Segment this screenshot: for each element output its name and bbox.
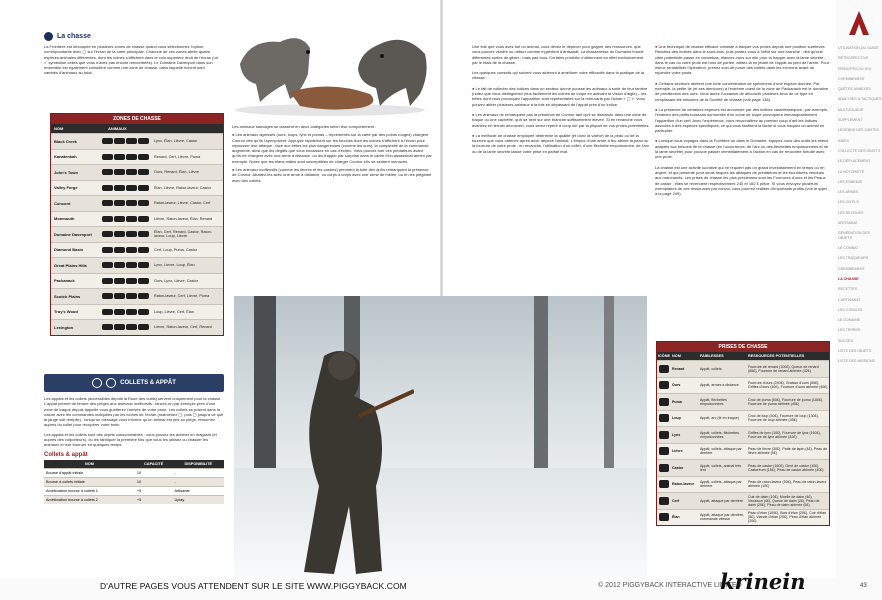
zone-name: Kanatenkah	[54, 154, 77, 160]
sidebar-item[interactable]: GÉNÉRATION DES OBJETS	[838, 231, 870, 240]
animal-icon	[659, 414, 669, 422]
animal-icon	[659, 365, 669, 373]
animal-icon	[659, 447, 669, 455]
sidebar-item[interactable]: LA CHASSE	[838, 276, 859, 281]
sidebar-item[interactable]: CHEMINEMENT	[838, 266, 865, 271]
animal-resources: Cuir de daim (10£), Moelle de daim (4£), Venaison (4£), Queue de daim (2£), Peau de daim (25£), Peau de daim abîmée (5£)	[748, 494, 820, 507]
animal-icon	[126, 185, 137, 191]
chapter-nav	[838, 46, 882, 370]
paragraph: La chasse est une activité lucrative qui ne requiert pas un grand investissement en temps ou en argent, et qui présente pour seuls risques les attaques de prédateurs et les fournitures vendues aux marchands. Les prises de chasse les plus précieuses sont les Fourrures d'ours et les Peaux de castor : elles se revendent respectivement 240 et 160 £ pièce. Si vous envoyez plusieurs exemplaires de ces ressources par convoi, vous pourrez réaliser d'importants profits (voir le sujet à la page 249).	[655, 164, 827, 197]
col-name-header: NOM	[54, 126, 64, 131]
column-four	[655, 44, 830, 201]
animal-icon	[126, 216, 137, 222]
assassin-logo-icon	[848, 10, 870, 36]
animal-weakness: Appât, attaque par derrière, commande vitesse	[700, 513, 744, 522]
hunting-zones-table	[50, 113, 224, 336]
animal-icon	[114, 278, 125, 284]
zone-name: Packanack	[54, 278, 75, 284]
bullet-icon: ●	[655, 44, 659, 49]
animal-icon	[138, 247, 149, 253]
table-cell: Bourse d'appât initiale	[44, 468, 135, 477]
header-cell: RESSOURCES POTENTIELLES	[748, 354, 805, 358]
bullet-icon: ●	[655, 106, 659, 112]
animal-name: Lièvre	[672, 449, 683, 454]
table-cell: Amélioration bourse à collets 2	[44, 495, 135, 504]
animal-icon	[126, 200, 137, 206]
paragraph-text: Lorsque vous voyagez dans la Frontière ou dans le Domaine, équipez-vous des outils les mieux adaptés aux besoins de la chasse (en l'occurrence, de l'arc ou des fléchettes empoisonnées et de la lame secrète) pour pouvoir passer immédiatement à l'action en cas de rencontre fortuite avec une proie.	[655, 138, 829, 160]
table-cell: Bourse à collets initiale	[44, 477, 135, 486]
sidebar-item[interactable]: RECETTES	[838, 287, 858, 292]
zone-animals: Loup, Lièvre, Cerf, Élan	[154, 309, 194, 314]
table-cell: +5	[135, 495, 173, 504]
sidebar-item[interactable]: CHEMINEMENT	[838, 76, 865, 81]
animal-icon	[138, 216, 149, 222]
zone-name: Lexington	[54, 324, 74, 330]
animal-icon	[114, 293, 125, 299]
sidebar-item[interactable]: COLLECTE DES OBJETS	[838, 148, 881, 153]
animal-icons	[102, 309, 154, 315]
table-title: PRISES DE CHASSE	[657, 342, 829, 352]
pelt-row	[657, 393, 829, 410]
section-title	[44, 32, 91, 41]
paragraph-text: Certains secteurs abritent une forte concentration de spécimens d'une espèce donnée. Par exemple, la petite île (et ses alentours) à l'extrême ouest de la zone de Packanack est le domaine de prédilection des ours. Vous aurez l'occasion de découvrir plusieurs lieux de ce type en remplissant les missions de la Société de chasse (voir page 138).	[655, 80, 829, 102]
paragraph-text: La méthode de chasse employée détermine la qualité (et donc la valeur) de la peau ou de la fourrure que vous obtenez après avoir dépecé l'animal. L'emploi d'une arme à feu abîme la peau ou la fourrure de votre proie ; en revanche, l'utilisation d'un collet, d'une fléchette empoisonnée, de l'arc ou de la lame secrète laisse votre prise en parfait état.	[472, 132, 649, 154]
animal-weakness: Appât, arc (tir en traque)	[700, 416, 739, 421]
pelt-row	[657, 377, 829, 394]
header-cell: FAIBLESSES	[700, 354, 724, 358]
animal-resources: Croc de puma (60£), Fourrure de puma (180£), Fourrure de puma abîmée (45£)	[748, 397, 824, 406]
paragraph: Une fois que vous avez tué un animal, vous devez le dépecer pour gagner des ressources, que vous pouvez vendre ou utiliser comme ingrédient d'artisanat. La chasseresse du Domaine fournit différentes sortes de gibier ; mais pas tous. Certains produits n'obtiennent en effet exclusivement par le biais de la chasse.	[472, 44, 644, 65]
bullet-icon: ●	[655, 80, 659, 86]
zone-animals: Élan, Cerf, Renard, Castor, Raton-laveur, Loup, Lièvre	[154, 230, 213, 239]
paragraph	[472, 86, 650, 107]
header-cell: NOM	[44, 460, 135, 469]
animal-icon	[102, 247, 113, 253]
sidebar-item[interactable]: LES TERRES	[838, 328, 861, 333]
collets-body	[44, 396, 224, 448]
zone-name: Troy's Wood	[54, 309, 78, 315]
animal-icon	[138, 278, 149, 284]
header-cell: DISPONIBILITÉ	[173, 460, 224, 469]
collets-title: COLLETS & APPÂT	[120, 380, 176, 386]
zone-row	[51, 288, 223, 304]
paragraph: Les appâts et les collets sont des objets consommables : vous pouvez les acheter en magasin (et auprès des colporteurs), ou les fabriquer la première fois que vous les utilisez ou chasser les animaux et leur fourrure en quelques temps.	[44, 431, 217, 448]
zone-animals: Lièvre, Raton-laveur, Élan, Renard	[154, 216, 213, 221]
collets-banner	[44, 374, 224, 392]
paragraph	[655, 138, 830, 159]
animal-icon	[138, 293, 149, 299]
page-number-right: 43	[860, 583, 867, 589]
pelt-row	[657, 492, 829, 509]
animal-name: Élan	[672, 515, 680, 520]
table-title: ZONES DE CHASSE	[51, 114, 223, 124]
animal-icon	[138, 262, 149, 268]
animal-icon	[138, 138, 149, 144]
zone-animals: Lièvre, Raton-laveur, Cerf, Renard	[154, 325, 212, 330]
paragraph	[232, 167, 432, 183]
paragraph-text: Les animaux ne remarquent pas la présence de Connor tant qu'il se dissimule dans une zone de traque ou une cachette, qu'il se tient sur une branche suffisamment élevée. Si en revanche vous avancez en terrain découvert, vous serez repéré à coup sûr par la plupart de vos proies potentielles.	[472, 111, 650, 128]
table-cell: +5	[135, 486, 173, 495]
animal-resources: Croc de loup (50£), Fourrure de loup (130£), Fourrure de loup abîmée (45£)	[748, 414, 819, 423]
intro-paragraph: La Frontière est découpée en plusieurs zones de chasse quand vous sélectionnez l'option correspondante avec ▢ sur l'écran de la carte principale. Chacune de ces zones abrite quatre espèces animales différentes, dont les icônes s'affichent dans le coin supérieur droit de l'écran (un ✓ symbolise celles que vous n'avez pas encore rencontrées). Le Domaine Davenport dans son ensemble est également considéré comme une zone de chasse, dans laquelle richent sept variétés d'animaux au total.	[44, 44, 218, 76]
animal-icon	[114, 231, 125, 237]
animal-icon	[659, 497, 669, 505]
table-cell: -	[173, 477, 224, 486]
sidebar-item[interactable]: INDEX	[838, 138, 849, 143]
animal-icon	[138, 154, 149, 160]
animal-icon	[659, 381, 669, 389]
table-row	[44, 477, 224, 486]
pelt-row	[657, 509, 829, 526]
animal-icon	[114, 185, 125, 191]
paragraph: Les animaux sauvages se classent en deux catégories selon leur comportement :	[232, 124, 377, 129]
sidebar-item[interactable]: LE DÉPLACEMENT	[838, 159, 871, 164]
zone-row	[51, 149, 223, 165]
bait-icon	[106, 378, 116, 388]
animal-resources: Fourrure d'ours (240£), Graisse d'ours (85£), Griffes d'ours (40£), Fourrure d'ours abîmée (40£)	[748, 381, 828, 390]
zone-row	[51, 180, 223, 196]
paragraph	[655, 44, 830, 76]
animal-name: Ours	[672, 383, 681, 388]
hunter-screenshot	[234, 296, 647, 578]
paragraph-text: Les animaux agressifs (ours, loups, lynx et pumas – représentés sur la carte par des points rouges) chargent Connor dès qu'ils l'aperçoivent. Appuyez rapidement sur les touches dont les icônes s'affichent à l'écran pour repousser leur attaque : face aux bêtes les plus dangereuses (comme les ours), la complexité de la commande augmente, ainsi que les dégâts que vous encaissez en cas d'échec. Vous pouvez tuer ces prédateurs avant qu'ils ne chargent avec une arme à distance, ou les frapper par surprise dans le cadre d'un assassinat aérien par exemple. Notez que les élans mâles sont susceptibles de charger Connor s'ils se sentent menacés.	[232, 132, 432, 164]
animal-icons	[102, 247, 154, 253]
animal-icons	[102, 185, 154, 191]
paragraph-text: La présence de certaines espèces est annoncée par des indices caractéristiques ; par exemple, l'examen des petits buissons surmontés d'un icône de loupe provoquera immanquablement l'apparition d'un cerf. Avec l'expérience, vous reconnaîtrez au premier coup d'œil les indices associés à des espèces spécifiques, ce qui vous facilitera la tâche si vous traquez un animal en particulier.	[655, 106, 829, 134]
zone-name: Domaine Davenport	[54, 231, 92, 237]
animal-weakness: Appât, fléchettes empoisonnées	[700, 397, 727, 406]
sidebar-item[interactable]: LES TRAQUEURS	[838, 256, 869, 261]
animal-weakness: Appât, collets, attaque par derrière	[700, 480, 742, 489]
table-cell: 10	[135, 477, 173, 486]
pelt-row	[657, 459, 829, 476]
animal-resources: Peau d'élan (100£), Bois d'élan (20£), Cuir d'élan (5£), Viande d'élan (20£), Peau d'élan abîmée (20£)	[748, 511, 827, 524]
animal-icon	[126, 154, 137, 160]
animal-icon	[659, 464, 669, 472]
zone-animals: Élan, Lièvre, Raton-laveur, Castor	[154, 185, 211, 190]
table-row	[44, 468, 224, 477]
paragraph	[232, 132, 432, 164]
animal-name: Lynx	[672, 432, 681, 437]
animal-icon	[102, 154, 113, 160]
zone-row	[51, 242, 223, 258]
brand-logo: krinein	[720, 569, 806, 594]
animal-icon	[126, 247, 137, 253]
animal-icon	[138, 169, 149, 175]
zone-animals: Ours, Renard, Élan, Lièvre	[154, 170, 199, 175]
table-cell: Artisanat	[173, 486, 224, 495]
table-header	[657, 352, 829, 360]
sidebar-item[interactable]: LE COMBAT	[838, 246, 859, 251]
snare-icon	[92, 378, 102, 388]
header-cell: CAPACITÉ	[135, 460, 173, 469]
animal-icon	[126, 231, 137, 237]
table-header	[51, 124, 223, 133]
animal-name: Cerf	[672, 498, 680, 503]
header-cell: ICÔNE	[658, 354, 671, 358]
animal-icon	[138, 309, 149, 315]
sidebar-item[interactable]: SUPPLÉMENT	[838, 118, 863, 123]
zone-row	[51, 319, 223, 335]
table-row	[44, 486, 224, 495]
sidebar-item[interactable]: MULTIJOUEUR	[838, 107, 864, 112]
table-row	[44, 495, 224, 504]
paragraph-text: Les animaux inoffensifs (comme les lièvres et les castors) prennent la fuite dès qu'ils remarquent la présence de Connor. Abattez-les avec une arme à distance, ou corps à corps avec une arme de mêlée, ou en les piégeant avec des collets.	[232, 167, 432, 183]
paw-icon	[44, 32, 53, 41]
sidebar-item[interactable]: L'ARTISANAT	[838, 297, 861, 302]
table-cell: Uplay	[173, 495, 224, 504]
zone-row	[51, 257, 223, 273]
sidebar-item[interactable]: UTILISATION DU GUIDE	[838, 46, 879, 50]
animal-icon	[126, 278, 137, 284]
animal-icon	[126, 324, 137, 330]
animal-icon	[659, 513, 669, 521]
animal-icon	[114, 262, 125, 268]
zone-name: Monmouth	[54, 216, 75, 222]
animal-icon	[102, 278, 113, 284]
animal-resources: Fourrure de renard (100£), Queue de renard (85£), Fourrure de renard abîmée (42£)	[748, 364, 819, 373]
bullet-icon: ●	[232, 132, 236, 138]
zone-animals: Lynx, Élan, Lièvre, Castor	[154, 139, 198, 144]
sidebar-item[interactable]: ARTISANAT	[838, 221, 858, 226]
animal-icon	[114, 169, 125, 175]
animal-icon	[138, 324, 149, 330]
animal-icon	[102, 216, 113, 222]
column-two	[232, 124, 432, 186]
sidebar-item[interactable]: QUÊTES ANNEXES	[838, 87, 871, 92]
bullet-icon: ●	[232, 167, 236, 173]
collets-box	[44, 374, 224, 504]
zone-name: Concord	[54, 200, 71, 206]
paragraph	[472, 133, 650, 154]
animal-icon	[126, 138, 137, 144]
animal-name: Loup	[672, 416, 681, 421]
section-title-text: La chasse	[57, 33, 91, 40]
sidebar-item[interactable]: LES ARMES	[838, 190, 859, 195]
zone-animals: Renard, Cerf, Lièvre, Puma	[154, 154, 201, 159]
zone-name: Scotch Plains	[54, 293, 81, 299]
zone-name: Diamond Basin	[54, 247, 84, 253]
zone-row	[51, 133, 223, 149]
animal-weakness: Appât, attaque par derrière	[700, 498, 743, 503]
animal-weakness: Appât, collets, animal très lent	[700, 463, 742, 472]
animal-icons	[102, 278, 154, 284]
pelts-table	[656, 341, 830, 526]
pelt-row	[657, 360, 829, 377]
sidebar-item[interactable]: LISTE DES OBJETS	[838, 349, 872, 354]
animal-icon	[114, 324, 125, 330]
column-three	[472, 44, 650, 159]
pelt-row	[657, 426, 829, 443]
animal-icon	[102, 309, 113, 315]
table-header	[44, 460, 224, 469]
pelt-row	[657, 410, 829, 427]
animal-icon	[138, 185, 149, 191]
pelt-row	[657, 476, 829, 493]
sidebar-item[interactable]: LISTE DES MISSIONS	[838, 359, 875, 364]
zone-animals: Cerf, Loup, Puma, Castor	[154, 247, 198, 252]
animal-icon	[114, 247, 125, 253]
animal-resources: Griffes de lynx (10£), Fourrure de lynx (160£), Fourrure de lynx abîmée (42£)	[748, 430, 821, 439]
paragraph: Les quelques conseils qui suivent vous aideront à améliorer votre efficacité dans la pratique de la chasse :	[472, 70, 645, 81]
animal-icon	[102, 324, 113, 330]
zone-name: John's Town	[54, 169, 78, 175]
animal-icon	[102, 138, 113, 144]
animal-icon	[659, 431, 669, 439]
animal-name: Castor	[672, 465, 684, 470]
bullet-icon: ●	[472, 132, 476, 138]
bullet-icon: ●	[655, 138, 659, 144]
zone-rows	[51, 133, 223, 335]
wolves-illustration	[230, 14, 435, 118]
animal-icon	[126, 169, 137, 175]
animal-icon	[114, 309, 125, 315]
animal-icon	[102, 185, 113, 191]
animal-icon	[114, 200, 125, 206]
sidebar-item[interactable]: ANALYSES & TACTIQUES	[838, 97, 882, 102]
animal-resources: Peau de castor (160£), Dent de castor (10£), Castoréum (15£), Peau de castor abîmée (40£)	[748, 463, 824, 472]
sidebar-item[interactable]: RÉTROSPECTIVE	[838, 56, 869, 61]
animal-weakness: Appât, collets, fléchettes empoisonnées	[700, 430, 739, 439]
animal-weakness: Appât, armes à distance	[700, 383, 739, 388]
sidebar-item[interactable]: LES CONVOIS	[838, 307, 863, 312]
animal-resources: Peau de raton-laveur (50£), Peau de raton-laveur abîmée (10£)	[748, 480, 827, 489]
animal-name: Puma	[672, 399, 682, 404]
animal-icon	[126, 309, 137, 315]
sidebar-item[interactable]: LES ENNEMIS	[838, 179, 863, 184]
animal-icon	[659, 480, 669, 488]
animal-icon	[114, 138, 125, 144]
animal-icon	[102, 231, 113, 237]
animal-icons	[102, 154, 154, 160]
zone-animals: Raton-laveur, Cerf, Lièvre, Puma	[154, 294, 210, 299]
zone-name: Valley Forge	[54, 185, 78, 191]
animal-icon	[102, 169, 113, 175]
sidebar-item[interactable]: LA NOTORIÉTÉ	[838, 169, 865, 174]
col-animals-header: ANIMAUX	[108, 126, 127, 131]
animal-icons	[102, 138, 154, 144]
animal-weakness: Appât, collets, attaque par derrière	[700, 447, 742, 456]
zone-row	[51, 226, 223, 242]
animal-resources: Peau de lièvre (30£), Patte de lapin (4£), Peau de lièvre abîmée (5£)	[748, 447, 828, 456]
animal-weakness: Appât, collets	[700, 366, 722, 371]
animal-icon	[114, 216, 125, 222]
zone-name: Great Plains Hills	[54, 262, 87, 268]
collets-table	[44, 460, 224, 504]
sidebar-item[interactable]: LÉGENDE DES CARTES	[838, 128, 880, 133]
animal-icons	[102, 200, 154, 206]
paragraph-text: Une technique de chasse efficace consiste à traquer vos proies depuis une position surélevée. Récoltez des indices dans le sous-bois, puis postez-vous à l'affût sur une branche : dès qu'une cible potentielle passe en contrebas, élancez-vous sur elle pour la frapper avec la lame secrète ; dans le cas où votre proie est hors de portée, attirez-la en jetant de l'appât au pied de l'arbre. Pour mieux rentabiliser l'opération, prenez soin de poser des collets dans les environs avant de rejoindre votre poste.	[655, 44, 830, 76]
sidebar-item[interactable]: LES OUTILS	[838, 200, 859, 205]
hunter-figure	[264, 336, 414, 576]
table-cell: Amélioration bourse à collets 1	[44, 486, 135, 495]
zone-row	[51, 273, 223, 289]
animal-icons	[102, 324, 154, 330]
table-cell: 10	[135, 468, 173, 477]
zone-row	[51, 195, 223, 211]
sidebar-item[interactable]: SUCCÈS	[838, 338, 853, 343]
animal-icon	[659, 398, 669, 406]
bullet-icon: ●	[472, 111, 476, 117]
animal-icon	[138, 200, 149, 206]
animal-icons	[102, 262, 154, 268]
paragraph	[655, 107, 830, 133]
zone-row	[51, 211, 223, 227]
zone-animals: Lynx, Lièvre, Loup, Élan	[154, 263, 195, 268]
paragraph	[655, 81, 830, 102]
pelt-row	[657, 443, 829, 460]
sidebar-item[interactable]: PRINCIPES DU JEU	[838, 66, 872, 71]
animal-name: Raton-laveur	[672, 482, 694, 487]
animal-icons	[102, 216, 154, 222]
animal-icon	[126, 293, 137, 299]
header-cell: NOM	[672, 354, 681, 358]
bullet-icon: ●	[472, 85, 476, 91]
animal-icon	[102, 262, 113, 268]
zone-row	[51, 304, 223, 320]
paragraph-text: Le fait de collecter des indices dans un secteur donné pousse les animaux à sortir de leur tanière (notez que vous distinguerez plus facilement les icônes de loupe en activant la Vision d'aigle) – les bêtes dont vous provoquez l'apparition sont représentées sur la mini-carte par l'icône « ▢ ». Vous pouvez attirer plusieurs animaux à la fois en dépassant de l'appât près d'un indice.	[472, 85, 648, 107]
footer-right-text: © 2012 PIGGYBACK INTERACTIVE LIMITED	[598, 582, 742, 589]
footer-left-text[interactable]: D'AUTRE PAGES VOUS ATTENDENT SUR LE SITE WWW.PIGGYBACK.COM	[100, 581, 407, 591]
animal-icon	[138, 231, 149, 237]
animal-icon	[126, 262, 137, 268]
sidebar-item[interactable]: LE DOMAINE	[838, 318, 861, 323]
animal-icon	[102, 200, 113, 206]
zone-animals: Ours, Lynx, Lièvre, Castor	[154, 278, 198, 283]
animal-icons	[102, 169, 154, 175]
zone-row	[51, 164, 223, 180]
collets-subtitle: Collets & appât	[44, 451, 88, 458]
sidebar-item[interactable]: LES RECRUES	[838, 210, 864, 215]
zone-name: Black Creek	[54, 138, 77, 144]
animal-icons	[102, 231, 154, 237]
paragraph: Les appâts et les collets (accessibles depuis la Roue des outils) servent uniquement pour la chasse. L'appât permet de tendre des pièges aux animaux inoffensifs : lancez-en par exemple près d'une zone de traque depuis laquelle vous guetterez l'arrivée de votre proie. Les collets se posent dans la nature avec les commandes indiquées par les icônes de l'écran (maintenez ▢, puis ▢ jusqu'à ce que la jauge soit remplie) : lorsqu'un message vous informe qu'un animal est pris au piège, retournez auprès du collet pour récupérer votre butin.	[44, 396, 224, 428]
pelt-rows	[657, 360, 829, 525]
paragraph	[472, 112, 650, 128]
animal-icon	[114, 154, 125, 160]
zone-animals: Raton-laveur, Lièvre, Castor, Cerf	[154, 201, 211, 206]
table-cell: -	[173, 468, 224, 477]
animal-name: Renard	[672, 366, 685, 371]
animal-icons	[102, 293, 154, 299]
animal-icon	[102, 293, 113, 299]
